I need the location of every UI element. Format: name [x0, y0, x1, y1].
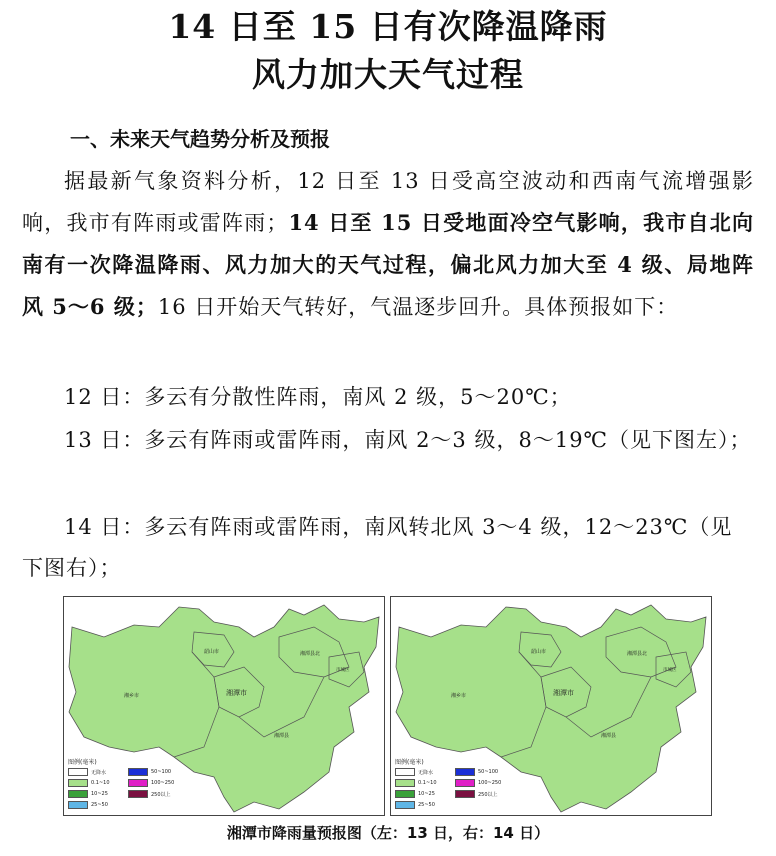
- map-right-14: [390, 596, 712, 816]
- legend-item: 10~25: [68, 790, 128, 798]
- map-left-13: [63, 596, 385, 816]
- map-left-label-shaoshan: 韶山市: [204, 649, 220, 655]
- figure-caption: 湘潭市降雨量预报图（左：13 日，右：14 日）: [226, 824, 550, 842]
- rainfall-maps: [63, 596, 713, 816]
- legend-item: 0.1~10: [68, 779, 128, 787]
- map-left-label-city: 湘潭市: [226, 689, 247, 697]
- map-right-label-north: 湘潭县北: [627, 651, 648, 657]
- map-left-legend: [68, 757, 188, 809]
- forecast-day-12: 12 日：多云有分散性阵雨，南风 2 级，5～20℃；: [64, 385, 572, 409]
- map-right-label-urban: 市城区: [663, 668, 677, 673]
- legend-item: 50~100: [128, 768, 188, 776]
- analysis-part-3: 16 日开始天气转好，气温逐步回升。具体预报如下：: [157, 295, 679, 319]
- legend-item: 250以上: [455, 790, 515, 798]
- map-right-label-xiangxiang: 湘乡市: [451, 693, 467, 699]
- map-left-label-north: 湘潭县北: [300, 651, 321, 657]
- legend-item: 10~25: [395, 790, 455, 798]
- legend-item: 250以上: [128, 790, 188, 798]
- map-right-label-county: 湘潭县: [601, 733, 617, 739]
- forecast-day-13: 13 日：多云有阵雨或雷阵雨，南风 2～3 级，8～19℃（见下图左）；: [64, 428, 752, 452]
- map-left-label-xiangxiang: 湘乡市: [124, 693, 140, 699]
- legend-item: 50~100: [455, 768, 515, 776]
- map-left-label-urban: 市城区: [336, 668, 350, 673]
- legend-item: 无降水: [395, 768, 455, 776]
- legend-item: 25~50: [68, 801, 128, 809]
- legend-item: 0.1~10: [395, 779, 455, 787]
- legend-item: 100~250: [455, 779, 515, 787]
- analysis-part-1: 据最新气象资料分析，12 日至 13 日受高空波动和西南气流增强影响，我市有阵雨或雷阵雨；: [22, 169, 754, 235]
- legend-item: 100~250: [128, 779, 188, 787]
- legend-title: 图例(毫米): [68, 759, 97, 766]
- analysis-part-2-bold: 14 日至 15 日受地面冷空气影响，我市自北向南有一次降温降雨、风力加大的天气过程，偏北风力加大至 4 级、局地阵风 5～6 级；: [22, 210, 755, 319]
- map-right-legend: [395, 757, 515, 809]
- title-line-1: 14 日至 15 日有次降温降雨: [168, 7, 608, 46]
- section-heading: 一、未来天气趋势分析及预报: [70, 127, 330, 151]
- forecast-day-14: 14 日：多云有阵雨或雷阵雨，南风转北风 3～4 级，12～23℃（见下图右）；: [22, 515, 733, 580]
- analysis-paragraph: [22, 161, 754, 328]
- legend-title: 图例(毫米): [395, 759, 424, 766]
- legend-item: 无降水: [68, 768, 128, 776]
- legend-item: 25~50: [395, 801, 455, 809]
- title-line-2: 风力加大天气过程: [252, 55, 524, 94]
- map-right-label-city: 湘潭市: [553, 689, 574, 697]
- map-left-label-county: 湘潭县: [274, 733, 290, 739]
- map-right-label-shaoshan: 韶山市: [531, 649, 547, 655]
